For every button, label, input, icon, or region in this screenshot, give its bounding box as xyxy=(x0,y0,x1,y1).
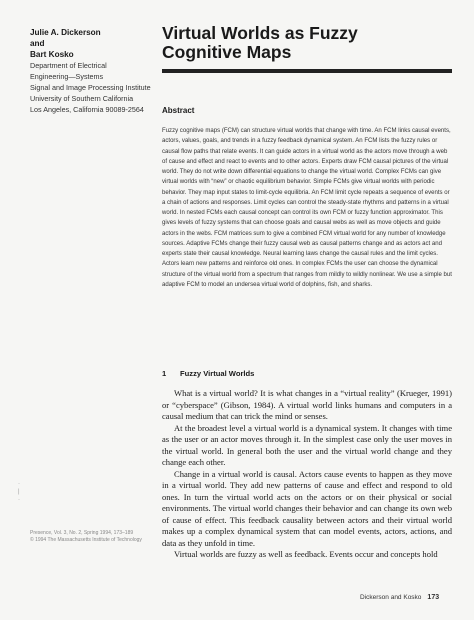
page-number: 173 xyxy=(427,594,440,601)
paper-title xyxy=(162,24,452,62)
body-text xyxy=(162,388,452,561)
affiliation-line: Engineering—Systems xyxy=(30,72,104,81)
margin-mark: · xyxy=(18,497,20,503)
margin-mark: | xyxy=(18,489,20,495)
abstract-text: Fuzzy cognitive maps (FCM) can structure virtual worlds that change with time. An FCM links causal events, actors, values, goals, and trends in a fuzzy feedback dynamical system. An FCM lists the fuzzy rules or causal flow paths that relate events. It can guide actors in a virtual world as the actors move through a web of cause and effect and react to events and to other actors. Experts draw FCM causal pictures of the virtual world. They do not write down differential equations to change the virtual world. Complex FCMs can give virtual worlds with “new” or chaotic equilibrium behavior. Simple FCMs give virtual worlds with periodic behavior. They map input states to limit-cycle equilibria. An FCM limit cycle repeats a sequence of events or a chain of actions and responses. Limit cycles can control the steady-state rhythms and patterns in a virtual world. In nested FCMs each causal concept can control its own FCM or fuzzy function approximator. This gives levels of fuzzy systems that can choose goals and causal webs as well as move objects and guide actors in the webs. FCM matrices sum to give a combined FCM virtual world for any number of knowledge sources. Adaptive FCMs change their fuzzy causal web as causal patterns change and as actors act and experts state their causal knowledge. Neural learning laws change the causal rules and the limit cycles. Actors learn new patterns and reinforce old ones. In complex FCMs the user can choose the dynamical structure of the virtual world from a spectrum that ranges from mildly to wildly nonlinear. We use a simple but adaptive FCM to model an undersea virtual world of dolphins, fish, and sharks. xyxy=(162,128,452,288)
abstract-heading: Abstract xyxy=(162,106,195,115)
body-paragraph: Change in a virtual world is causal. Actors cause events to happen as they move in a virtual world. They add new patterns of cause and effect and respond to old ones. In turn the virtual world acts on the actors or on their physical or social environments. The virtual world changes their behavior and can change its own web of cause of effect. This feedback causality between actors and their virtual world makes up a complex dynamical system that can model events, actors, actions, and data as they unfold in time. xyxy=(162,468,452,548)
title-rule xyxy=(162,69,452,73)
author-name: Bart Kosko xyxy=(30,50,74,59)
margin-marks xyxy=(18,480,24,510)
page-footer xyxy=(360,594,439,601)
title-line: Cognitive Maps xyxy=(162,42,292,62)
body-paragraph: At the broadest level a virtual world is a dynamical system. It changes with time as the user or an actor moves through it. In the simplest case only the user moves in the virtual world. In general both the user and the virtual world change and they change each other. xyxy=(162,422,452,467)
author-name: Julie A. Dickerson xyxy=(30,28,101,37)
author-block xyxy=(30,27,160,115)
affiliation-line: Signal and Image Processing Institute xyxy=(30,83,151,92)
author-conjunction: and xyxy=(30,39,45,48)
footnote-line: Presence, Vol. 3, No. 2, Spring 1994, 173–189 xyxy=(30,530,134,536)
title-line: Virtual Worlds as Fuzzy xyxy=(162,23,358,43)
body-paragraph: What is a virtual world? It is what changes in a “virtual reality” (Krueger, 1991) or “cyberspace” (Gibson, 1984). A virtual world links humans and computers in a causal medium that can trick the mind or senses. xyxy=(162,388,452,421)
section-heading xyxy=(162,369,254,378)
affiliation-line: University of Southern California xyxy=(30,94,134,103)
running-head: Dickerson and Kosko xyxy=(360,594,422,601)
affiliation-line: Department of Electrical xyxy=(30,61,107,70)
section-title: Fuzzy Virtual Worlds xyxy=(180,369,255,378)
section-number: 1 xyxy=(162,369,167,378)
publication-footnote xyxy=(30,530,160,544)
footnote-line: © 1994 The Massachusetts Institute of Technology xyxy=(30,537,142,543)
affiliation-line: Los Angeles, California 90089-2564 xyxy=(30,105,144,114)
body-paragraph: Virtual worlds are fuzzy as well as feedback. Events occur and concepts hold xyxy=(174,549,438,559)
margin-mark: · xyxy=(18,481,20,487)
